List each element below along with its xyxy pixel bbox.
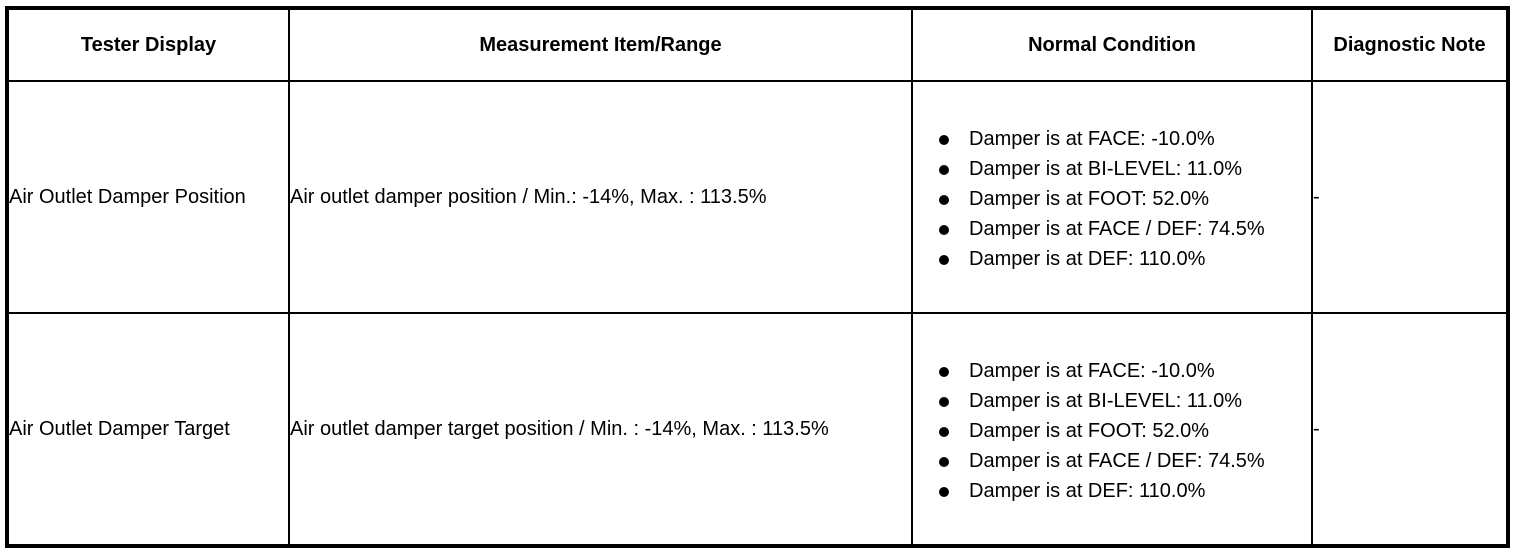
- table-row: [7, 313, 1508, 546]
- condition-text: Damper is at FACE: -10.0%: [969, 360, 1215, 382]
- condition-item: [913, 446, 1311, 476]
- bullet-icon: [939, 487, 949, 497]
- bullet-icon: [939, 397, 949, 407]
- bullet-icon: [939, 165, 949, 175]
- header-normal-condition: Normal Condition: [912, 8, 1312, 81]
- header-tester-display: Tester Display: [7, 8, 289, 81]
- condition-item: [913, 356, 1311, 386]
- condition-item: [913, 476, 1311, 506]
- condition-item: [913, 154, 1311, 184]
- header-measurement-item-range: Measurement Item/Range: [289, 8, 912, 81]
- normal-condition-cell: [912, 81, 1312, 313]
- diagnostic-note-cell: -: [1312, 81, 1508, 313]
- condition-list: [913, 116, 1311, 278]
- bullet-icon: [939, 457, 949, 467]
- tester-display-cell: Air Outlet Damper Position: [7, 81, 289, 313]
- measurement-cell: Air outlet damper position / Min.: -14%, Max. : 113.5%: [289, 81, 912, 313]
- condition-text: Damper is at DEF: 110.0%: [969, 248, 1206, 270]
- condition-text: Damper is at BI-LEVEL: 11.0%: [969, 158, 1243, 180]
- condition-text: Damper is at FACE / DEF: 74.5%: [969, 450, 1265, 472]
- bullet-icon: [939, 255, 949, 265]
- diagnostic-note-cell: -: [1312, 313, 1508, 546]
- condition-item: [913, 124, 1311, 154]
- condition-text: Damper is at FOOT: 52.0%: [969, 420, 1210, 442]
- bullet-icon: [939, 367, 949, 377]
- bullet-icon: [939, 135, 949, 145]
- bullet-icon: [939, 427, 949, 437]
- condition-list: [913, 348, 1311, 510]
- header-diagnostic-note: Diagnostic Note: [1312, 8, 1508, 81]
- condition-text: Damper is at BI-LEVEL: 11.0%: [969, 390, 1243, 412]
- bullet-icon: [939, 225, 949, 235]
- condition-item: [913, 214, 1311, 244]
- table-row: [7, 81, 1508, 313]
- condition-item: [913, 416, 1311, 446]
- spec-table: [5, 6, 1510, 548]
- condition-item: [913, 244, 1311, 274]
- condition-text: Damper is at FOOT: 52.0%: [969, 188, 1210, 210]
- condition-text: Damper is at FACE: -10.0%: [969, 128, 1215, 150]
- normal-condition-cell: [912, 313, 1312, 546]
- tester-display-cell: Air Outlet Damper Target: [7, 313, 289, 546]
- measurement-cell: Air outlet damper target position / Min. : -14%, Max. : 113.5%: [289, 313, 912, 546]
- condition-item: [913, 184, 1311, 214]
- header-row: [7, 8, 1508, 81]
- condition-text: Damper is at FACE / DEF: 74.5%: [969, 218, 1265, 240]
- condition-text: Damper is at DEF: 110.0%: [969, 480, 1206, 502]
- bullet-icon: [939, 195, 949, 205]
- condition-item: [913, 386, 1311, 416]
